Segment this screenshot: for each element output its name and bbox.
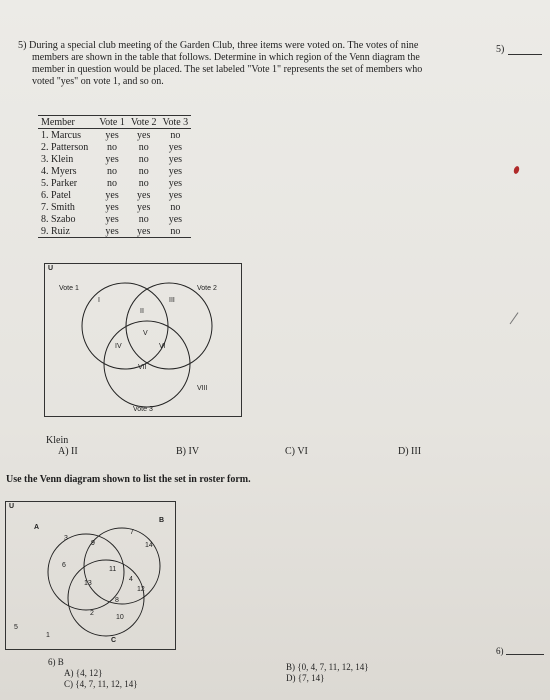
choice-a[interactable]: A) II bbox=[58, 446, 78, 457]
member-in-question: Klein bbox=[46, 435, 69, 446]
region-VIII: VIII bbox=[197, 385, 208, 392]
vote-cell: yes bbox=[105, 213, 119, 225]
member-name: 1. Marcus bbox=[41, 129, 81, 141]
vote-cell: yes bbox=[137, 189, 151, 201]
answer-blank-5[interactable] bbox=[508, 54, 542, 55]
vote-cell: yes bbox=[168, 153, 183, 165]
table-header-row bbox=[38, 116, 191, 129]
element-14: 14 bbox=[145, 542, 153, 549]
element-12: 12 bbox=[137, 586, 145, 593]
choice-6c[interactable]: C) {4, 7, 11, 12, 14} bbox=[64, 679, 138, 689]
vote-cell: no bbox=[138, 177, 149, 189]
question-5-line-1: 5) During a special club meeting of the Garden Club, three items were voted on. The votes of nine bbox=[18, 40, 419, 51]
venn-diagram-abc bbox=[5, 501, 176, 650]
element-11: 11 bbox=[109, 566, 117, 573]
element-9: 9 bbox=[91, 540, 95, 547]
choice-6a[interactable]: A) {4, 12} bbox=[64, 668, 103, 678]
answer-blank-6[interactable] bbox=[506, 654, 544, 655]
vote-cell: yes bbox=[105, 201, 119, 213]
column-header-vote-1: Vote 1 bbox=[96, 116, 128, 129]
table-row bbox=[38, 225, 191, 238]
choice-b[interactable]: B) IV bbox=[176, 446, 200, 457]
element-2: 2 bbox=[90, 610, 94, 617]
set-b-circle bbox=[84, 528, 160, 604]
question-6-prompt: 6) B bbox=[48, 657, 64, 667]
table-row bbox=[38, 177, 191, 189]
table-row bbox=[38, 141, 191, 153]
question-5-line-2: members are shown in the table that follows. Determine in which region of the Venn diagram the bbox=[32, 52, 420, 63]
vote-cell: yes bbox=[128, 225, 160, 238]
pencil-mark bbox=[510, 312, 524, 327]
vote-cell: no bbox=[160, 225, 192, 238]
vote-cell: yes bbox=[168, 189, 183, 201]
choice-6d[interactable]: D) {7, 14} bbox=[286, 673, 325, 683]
vote-cell: no bbox=[138, 153, 149, 165]
question-5-line-3: member in question would be placed. The set labeled "Vote 1" represents the set of members who bbox=[32, 64, 423, 75]
vote-cell: no bbox=[107, 177, 118, 189]
vote-cell: yes bbox=[105, 189, 119, 201]
table-row bbox=[38, 213, 191, 225]
member-name: 5. Parker bbox=[41, 177, 78, 189]
element-7: 7 bbox=[130, 529, 134, 536]
element-5: 5 bbox=[14, 624, 18, 631]
region-V: V bbox=[143, 330, 148, 337]
question-6-number: 6) bbox=[496, 646, 504, 656]
vote-1-label: Vote 1 bbox=[59, 285, 79, 292]
vote-3-label: Vote 3 bbox=[133, 406, 153, 413]
venn-abc-circles bbox=[6, 502, 175, 649]
universe-label-2: U bbox=[9, 503, 15, 510]
member-name: 8. Szabo bbox=[41, 213, 76, 225]
member-name: 9. Ruiz bbox=[38, 225, 96, 238]
vote-cell: yes bbox=[168, 213, 183, 225]
question-5-text bbox=[18, 40, 478, 88]
vote-cell: no bbox=[107, 141, 118, 153]
vote-cell: no bbox=[170, 129, 181, 141]
table-row bbox=[38, 201, 191, 213]
vote-cell: yes bbox=[105, 153, 119, 165]
vote-cell: no bbox=[138, 213, 149, 225]
region-VI: VI bbox=[159, 343, 166, 350]
table-row bbox=[38, 129, 191, 142]
vote-2-circle bbox=[126, 283, 212, 369]
element-6: 6 bbox=[62, 562, 66, 569]
column-header-member: Member bbox=[38, 116, 96, 129]
red-pen-mark bbox=[513, 165, 520, 174]
table-row bbox=[38, 165, 191, 177]
element-8: 8 bbox=[115, 597, 119, 604]
region-I: I bbox=[98, 297, 100, 304]
set-c-label: C bbox=[111, 637, 117, 644]
vote-cell: no bbox=[138, 141, 149, 153]
vote-cell: no bbox=[138, 165, 149, 177]
element-3: 3 bbox=[64, 535, 68, 542]
member-name: 4. Myers bbox=[41, 165, 77, 177]
choice-d[interactable]: D) III bbox=[398, 446, 422, 457]
vote-cell: no bbox=[170, 201, 181, 213]
question-6-block bbox=[48, 657, 138, 690]
vote-cell: yes bbox=[168, 165, 183, 177]
region-II: II bbox=[140, 308, 144, 315]
vote-2-label: Vote 2 bbox=[197, 285, 217, 292]
column-header-vote-2: Vote 2 bbox=[128, 116, 160, 129]
region-VII: VII bbox=[138, 364, 147, 371]
member-name: 7. Smith bbox=[41, 201, 75, 213]
vote-cell: yes bbox=[96, 225, 128, 238]
vote-cell: yes bbox=[168, 177, 183, 189]
vote-table bbox=[38, 115, 191, 238]
choice-6b[interactable]: B) {0, 4, 7, 11, 12, 14} bbox=[286, 662, 369, 672]
table-row bbox=[38, 189, 191, 201]
set-a-label: A bbox=[34, 524, 40, 531]
member-name: 6. Patel bbox=[41, 189, 71, 201]
question-6-right-choices bbox=[286, 662, 369, 684]
question-5-line-4: voted "yes" on vote 1, and so on. bbox=[32, 76, 164, 87]
table-row bbox=[38, 153, 191, 165]
vote-cell: yes bbox=[137, 201, 151, 213]
member-name: 2. Patterson bbox=[41, 141, 89, 153]
set-b-label: B bbox=[159, 517, 165, 524]
region-III: III bbox=[169, 297, 175, 304]
vote-cell: yes bbox=[168, 141, 183, 153]
element-13: 13 bbox=[84, 580, 92, 587]
element-4: 4 bbox=[129, 576, 133, 583]
section-instruction: Use the Venn diagram shown to list the set in roster form. bbox=[6, 474, 251, 485]
element-10: 10 bbox=[116, 614, 124, 621]
question-5-number: 5) bbox=[496, 44, 505, 55]
column-header-vote-3: Vote 3 bbox=[160, 116, 192, 129]
universe-label: U bbox=[48, 265, 54, 272]
choice-c[interactable]: C) VI bbox=[285, 446, 308, 457]
vote-cell: yes bbox=[105, 129, 119, 141]
member-name: 3. Klein bbox=[41, 153, 74, 165]
vote-cell: no bbox=[107, 165, 118, 177]
set-c-circle bbox=[68, 560, 144, 636]
vote-1-circle bbox=[82, 283, 168, 369]
vote-cell: yes bbox=[137, 129, 151, 141]
venn-diagram-votes bbox=[44, 263, 242, 417]
element-1: 1 bbox=[46, 632, 50, 639]
region-IV: IV bbox=[115, 343, 122, 350]
